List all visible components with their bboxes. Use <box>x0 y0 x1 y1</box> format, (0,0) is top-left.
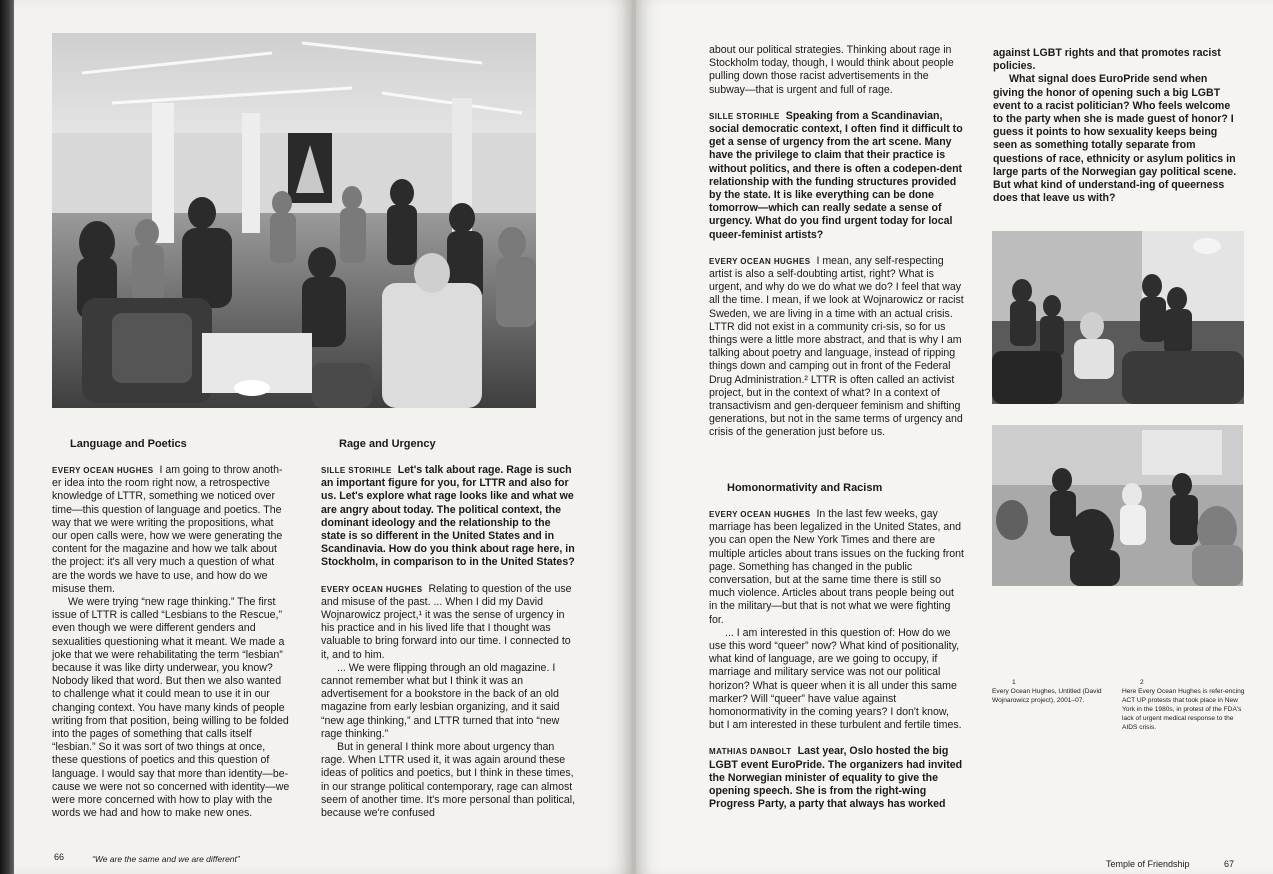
speaker-label: SILLE STORIHLE <box>321 466 392 475</box>
photo-illustration <box>992 425 1243 586</box>
right-page <box>636 0 1273 874</box>
column-1 <box>52 464 290 820</box>
paragraph: But in general I think more about urgency than rage. When LTTR used it, it was again around these ideas of politics and poetics, but I think in these times, in our strange political contemporary, rage can almost seem of another time. It's more personal than political, because we're confused <box>321 741 576 820</box>
paragraph: ... I am interested in this question of: How do we use this word “queer” now? What kind of positionality, what kind of language, are we going to occupy, if marriage and military service was not our political horizon? What is queer when it is all under this same marker? Will “queer” have value against homonormativity in the coming years? I don't know, but I am interested in these turbulent and fertile times. <box>709 626 962 732</box>
page-number-right: 67 <box>1224 859 1235 869</box>
footnote-text: Every Ocean Hughes, Untitled (David Wojnarowicz project), 2001–07. <box>992 688 1102 704</box>
workshop-photo-1 <box>992 231 1244 404</box>
speaker-label: MATHIAS DANBOLT <box>709 747 792 757</box>
paragraph: about our political strategies. Thinking about rage in Stockholm today, though, I would think about people pulling down those racist advertisements in the subway—that is urgent and full of rage. <box>709 44 954 96</box>
paragraph <box>709 508 965 627</box>
photo-illustration <box>992 231 1244 404</box>
footnote-number: 2 <box>1140 679 1144 686</box>
paragraph <box>52 464 290 596</box>
column-3b <box>709 508 965 811</box>
speaker-label: EVERY OCEAN HUGHES <box>709 256 811 266</box>
question-text: Speaking from a Scandinavian, social democratic context, I often find it difficult to get a sense of urgency from the art scene. Many have the privilege to claim that their practice is without politics, and there is often a codepen-dent relationship with the funding structures provided by the state. It is like everything can be done tomorrow—which can really sedate a sense of urgency. What do you find urgent today for local queer-feminist artists? <box>709 109 963 241</box>
paragraph <box>321 583 577 662</box>
column-2 <box>321 464 577 820</box>
column-4 <box>993 47 1239 205</box>
paragraph-text: Relating to question of the use and misuse of the past. ... When I did my David Wojnarowicz project,¹ it was the sense of urgency in his practice and in his lived life that I thought was valuable to bring forward into our time. I connected to it, and to him. <box>321 582 572 661</box>
footnote-1 <box>992 678 1112 705</box>
speaker-label: SILLE STORIHLE <box>709 111 780 121</box>
gallery-discussion-photo <box>52 33 536 408</box>
paragraph-text: I am going to throw anoth-er idea into the room right now, a retrospective knowledge of LTTR, something we noticed over time—this question of language and poetics. The way that we were writing the propositions, what our open calls were, how we were generating the content for the magazine and how we talk about the project: it's all very much a question of what are the words we have to use, and how do we misuse them. <box>52 464 283 595</box>
running-title-right: Temple of Friendship <box>1106 859 1190 869</box>
paragraph: What signal does EuroPride send when giving the honor of opening such a big LGBT event to a racist politician? Who feels welcome to the party when she is made guest of honor? I guess it points to how sexuality keeps being seen as something totally separate from questions of race, ethnicity or asylum politics in large parts of the Norwegian gay political scene. But what kind of understand-ing of queerness does that leave us with? <box>993 73 1237 205</box>
paragraph-text: In the last few weeks, gay marriage has been legalized in the United States, and you can open the New York Times and there are multiple articles about trans issues on the fucking front page. Something has changed in the public conversation, but at the same time there is still so much violence. Articles about trans people being out in the military—but that is not what we were fighting for. <box>709 508 964 626</box>
footnote-text: Here Every Ocean Hughes is refer-encing ACT UP protests that took place in New York in the 1980s, in protest of the FDA's lack of urgent medical response to the AIDS crisis. <box>1122 688 1245 731</box>
paragraph <box>709 745 965 811</box>
speaker-label: EVERY OCEAN HUGHES <box>709 510 811 519</box>
question-text: Last year, Oslo hosted the big LGBT event EuroPride. The organizers had invited the Norwegian minister of equality to give the opening speech. She is from the right-wing Progress Party, a party that always has worked <box>709 745 963 811</box>
speaker-label: EVERY OCEAN HUGHES <box>321 584 423 594</box>
paragraph-text: I mean, any self-respecting artist is also a self-doubting artist, right? What is urgent, and why do we do what we do? I feel that way all the time. I mean, if we look at Wojnarowicz or racist Sweden, we are living in a time with an actual crisis. LTTR did not exist in a community cri-sis, so for us things were a little more abstract, and that is why I am talking about poetry and language, instead of ripping things down and camping out in front of the Federal Drug Administration.² LTTR is often called an activist project, but in the context of what? In a context of transactivism and gen-derqueer feminism and shifting generations, but not in the same terms of urgency and crisis of the generation just before us. <box>709 254 964 439</box>
heading-language-poetics: Language and Poetics <box>70 438 187 450</box>
speaker-label: EVERY OCEAN HUGHES <box>52 466 154 475</box>
paragraph: We were trying “new rage thinking.” The first issue of LTTR is called “Lesbians to the Rescue,” even though we were different genders and sexualities questioning what it meant. We made a joke that we were rehabilitating the term “lesbian” because it was like dirty underwear, you know? Nobody liked that word. But then we also wanted to challenge what it could mean to use it in our changing context. You have many kinds of people writing from that position, being willing to be folded into the pages of something that calls itself “lesbian.” So it was sort of two things at once, these questions of poetics and this question of language. I would say that more than identity—be-cause we were not so concerned with identity—we were more concerned with how to play with the words we had and how to make new ones. <box>52 596 290 820</box>
paragraph <box>709 255 965 440</box>
page-number-left: 66 <box>54 852 65 862</box>
photo-illustration <box>52 33 536 408</box>
book-edge <box>0 0 14 874</box>
footnote-2 <box>1122 678 1246 732</box>
question-text: Let's talk about rage. Rage is such an important figure for you, for LTTR and also for us. Let's explore what rage looks like and what we are angry about today. The political context, the dominant ideology and the relationship to the state is so different in the United States and in Scandinavia. How do you think about rage here, in Stockholm, in comparison to in the United States? <box>321 464 575 569</box>
paragraph: against LGBT rights and that promotes racist policies. <box>993 47 1221 73</box>
running-title-left: “We are the same and we are different” <box>92 854 240 864</box>
column-3 <box>709 44 965 440</box>
left-page <box>14 0 634 874</box>
footnote-number: 1 <box>1012 679 1016 686</box>
paragraph <box>321 464 577 570</box>
paragraph: ... We were flipping through an old magazine. I cannot remember what but I think it was an advertisement for a bookstore in the back of an old magazine from early lesbian organizing, and it said “new age thinking,” and LTTR turned that into “new rage thinking.” <box>321 661 560 740</box>
heading-rage-urgency: Rage and Urgency <box>339 438 436 450</box>
paragraph <box>709 110 965 242</box>
workshop-photo-2 <box>992 425 1243 586</box>
heading-homonormativity-racism: Homonormativity and Racism <box>727 482 883 494</box>
